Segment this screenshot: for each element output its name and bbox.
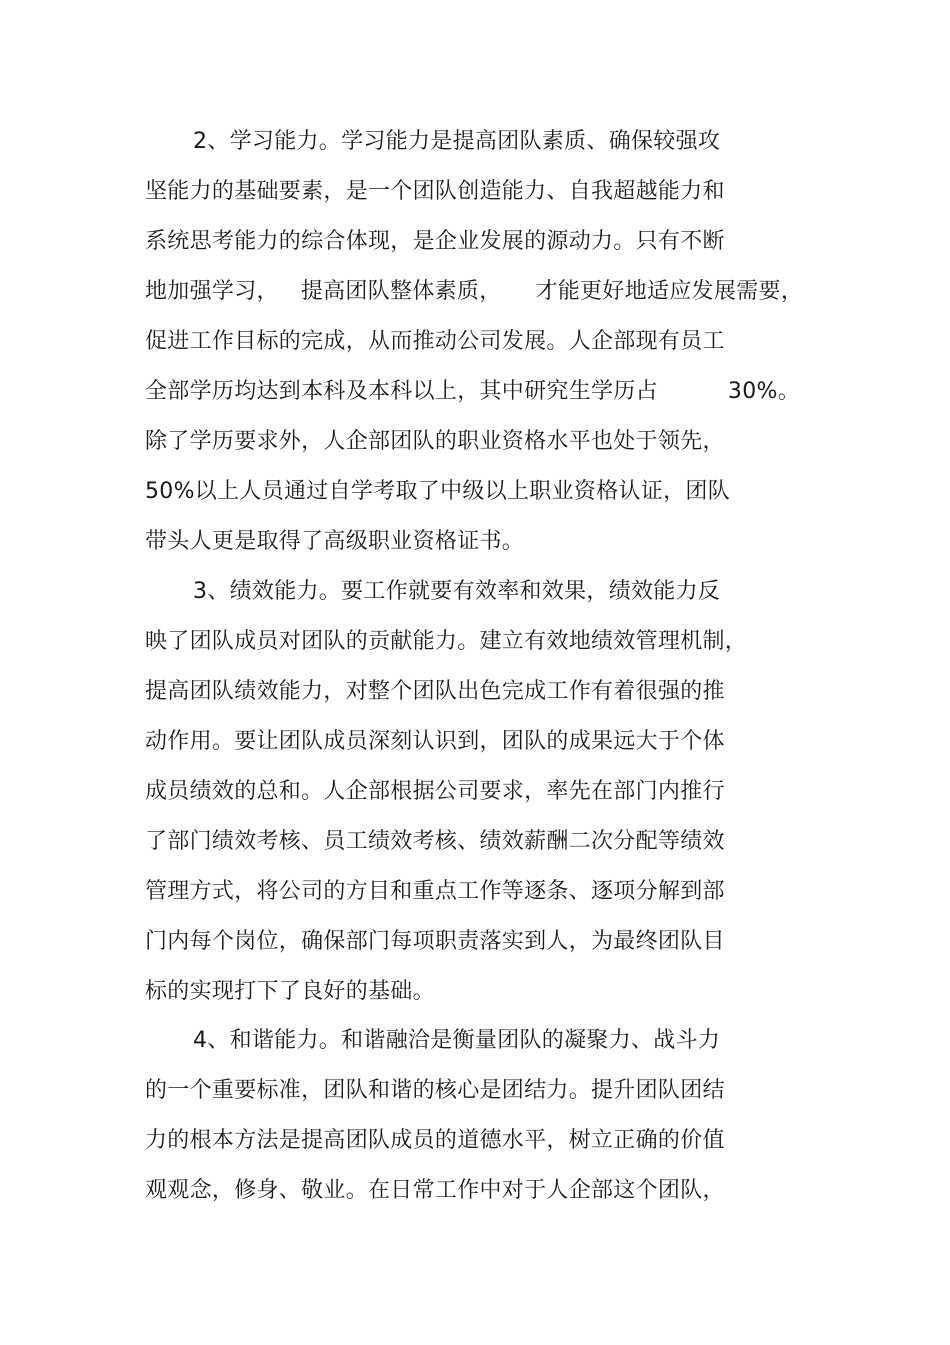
text-span: 2、学习能力。学习能力是提高团队素质、确保较强攻 [193,129,721,154]
paragraph-line [145,624,795,660]
text-span: 成员绩效的总和。人企部根据公司要求，率先在部门内推行 [145,779,725,804]
paragraph-line [145,774,795,810]
paragraph-line [193,574,843,610]
paragraph-line [193,124,843,160]
paragraph-line [145,824,795,860]
paragraph-line [145,974,795,1010]
paragraph-line [145,874,795,910]
text-span: 了部门绩效考核、员工绩效考核、绩效薪酬二次分配等绩效 [145,829,725,854]
text-span: 全部学历均达到本科及本科以上，其中研究生学历占 [145,379,658,404]
paragraph-line [145,224,795,260]
text-span: 的一个重要标准，团队和谐的核心是团结力。提升团队团结 [145,1078,725,1103]
text-span: 动作用。要让团队成员深刻认识到，团队的成果远大于个体 [145,729,725,754]
paragraph-line [145,274,804,310]
text-span: 30%。 [727,379,801,404]
paragraph-line [145,924,795,960]
text-span: 除了学历要求外，人企部团队的职业资格水平也处于领先， [145,429,725,454]
text-span: 3、绩效能力。要工作就要有效率和效果，绩效能力反 [193,579,721,604]
text-span: 观观念，修身、敬业。在日常工作中对于人企部这个团队， [145,1178,725,1203]
text-span: 坚能力的基础要素，是一个团队创造能力、自我超越能力和 [145,179,725,204]
paragraph-line [145,374,801,410]
text-span: 管理方式，将公司的方目和重点工作等逐条、逐项分解到部 [145,879,725,904]
paragraph-line [145,674,795,710]
text-span: 促进工作目标的完成，从而推动公司发展。人企部现有员工 [145,329,725,354]
text-span: 力的根本方法是提高团队成员的道德水平，树立正确的价值 [145,1128,725,1153]
paragraph-line [145,324,795,360]
text-span: 提高团队绩效能力，对整个团队出色完成工作有着很强的推 [145,679,725,704]
text-span: 提高团队整体素质， [300,279,502,304]
text-span: 带头人更是取得了高级职业资格证书。 [145,529,525,554]
paragraph-line [193,1023,843,1059]
paragraph-line [145,1123,795,1159]
text-span: 50%以上人员通过自学考取了中级以上职业资格认证，团队 [145,479,730,504]
paragraph-line [145,174,795,210]
text-span: 才能更好地适应发展需要， [535,279,804,304]
paragraph-line [145,524,795,560]
text-span: 系统思考能力的综合体现，是企业发展的源动力。只有不断 [145,229,725,254]
paragraph-line [145,1073,795,1109]
text-span: 标的实现打下了良好的基础。 [145,979,435,1004]
text-span: 4、和谐能力。和谐融洽是衡量团队的凝聚力、战斗力 [193,1028,721,1053]
paragraph-line [145,1173,795,1209]
paragraph-line [145,724,795,760]
text-span: 地加强学习， [145,279,279,304]
text-span: 映了团队成员对团队的贡献能力。建立有效地绩效管理机制， [145,629,748,654]
text-span: 门内每个岗位，确保部门每项职责落实到人，为最终团队目 [145,929,725,954]
paragraph-line [145,424,795,460]
paragraph-line [145,474,795,510]
